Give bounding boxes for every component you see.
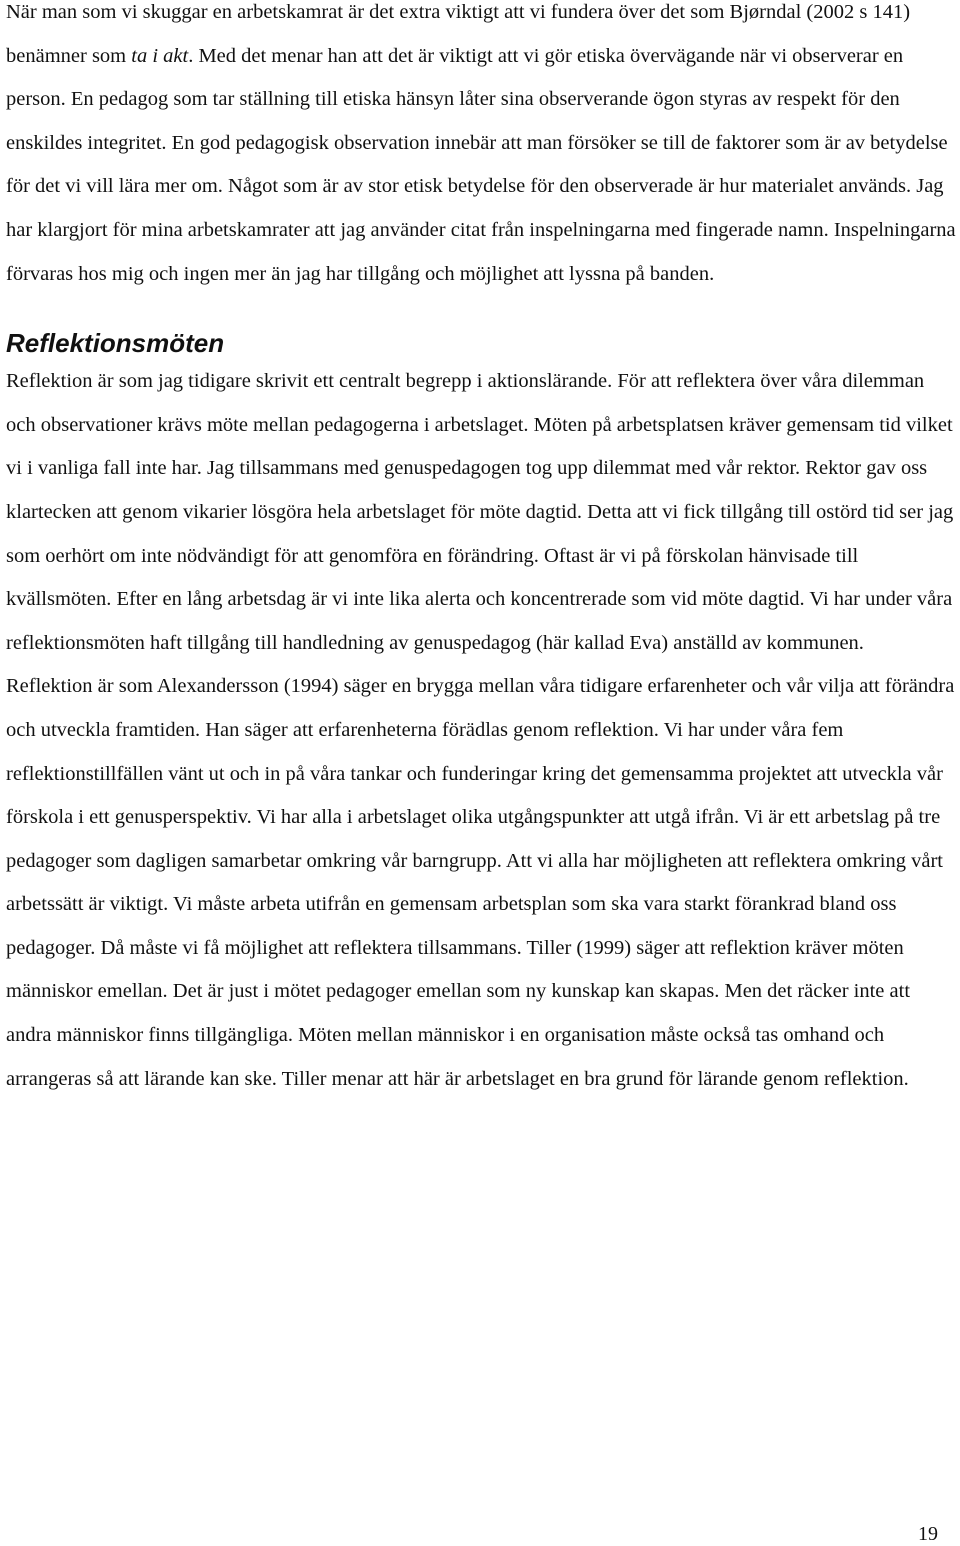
intro-paragraph <box>6 0 958 296</box>
reflection-paragraph-2: Reflektion är som Alexandersson (1994) säger en brygga mellan våra tidigare erfarenheter och vår vilja att förändra och utveckla framtiden. Han säger att erfarenheterna förädlas genom reflektion. Vi har under våra fem reflektionstillfällen vänt ut och in på våra tankar och funderingar kring det gemensamma projektet att utveckla vår förskola i ett genusperspektiv. Vi har alla i arbetslaget olika utgångspunkter att utgå ifrån. Vi är ett arbetslag på tre pedagoger som dagligen samarbetar omkring vår barngrupp. Att vi alla har möjligheten att reflektera omkring vårt arbetssätt är viktigt. Vi måste arbeta utifrån en gemensam arbetsplan som ska vara starkt förankrad bland oss pedagoger. Då måste vi få möjlighet att reflektera tillsammans. Tiller (1999) säger att reflektion kräver möten människor emellan. Det är just i mötet pedagoger emellan som ny kunskap kan skapas. Men det räcker inte att andra människor finns tillgängliga. Möten mellan människor i en organisation måste också tas omhand och arrangeras så att lärande kan ske. Tiller menar att här är arbetslaget en bra grund för lärande genom reflektion. <box>6 675 955 1090</box>
intro-paragraph-emphasis: ta i akt <box>131 44 189 67</box>
page-number: 19 <box>918 1523 938 1545</box>
reflection-paragraph-1: Reflektion är som jag tidigare skrivit ett centralt begrepp i aktionslärande. För att reflektera över våra dilemman och observationer krävs möte mellan pedagogerna i arbetslaget. Möten på arbetsplatsen kräver gemensam tid vilket vi i vanliga fall inte har. Jag tillsammans med genuspedagogen tog upp dilemmat med vår rektor. Rektor gav oss klartecken att genom vikarier lösgöra hela arbetslaget för möte dagtid. Detta att vi fick tillgång till ostörd tid ser jag som oerhört om inte nödvändigt för att genomföra en förändring. Oftast är vi på förskolan hänvisade till kvällsmöten. Efter en lång arbetsdag är vi inte lika alerta och koncentrerade som vid möte dagtid. Vi har under våra reflektionsmöten haft tillgång till handledning av genuspedagog (här kallad Eva) anställd av kommunen. <box>6 370 954 654</box>
intro-paragraph-text-2: . Med det menar han att det är viktigt att vi gör etiska övervägande när vi observerar en person. En pedagog som tar ställning till etiska hänsyn låter sina observerande ögon styras av respekt för den enskildes integritet. En god pedagogisk observation innebär att man försöker se till de faktorer som är av betydelse för det vi vill lära mer om. Något som är av stor etisk betydelse för den observerade är hur materialet används. Jag har klargjort för mina arbetskamrater att jag använder citat från inspelningarna med fingerade namn. Inspelningarna förvaras hos mig och ingen mer än jag har tillgång och möjlighet att lyssna på banden. <box>6 44 956 285</box>
document-page <box>6 0 958 1101</box>
section-heading: Reflektionsmöten <box>6 328 225 359</box>
intro-paragraph-text-1: När man som vi skuggar en arbetskamrat är det extra viktigt att vi fundera över det som Bjørndal (2002 s 141) benämner som <box>6 1 911 67</box>
